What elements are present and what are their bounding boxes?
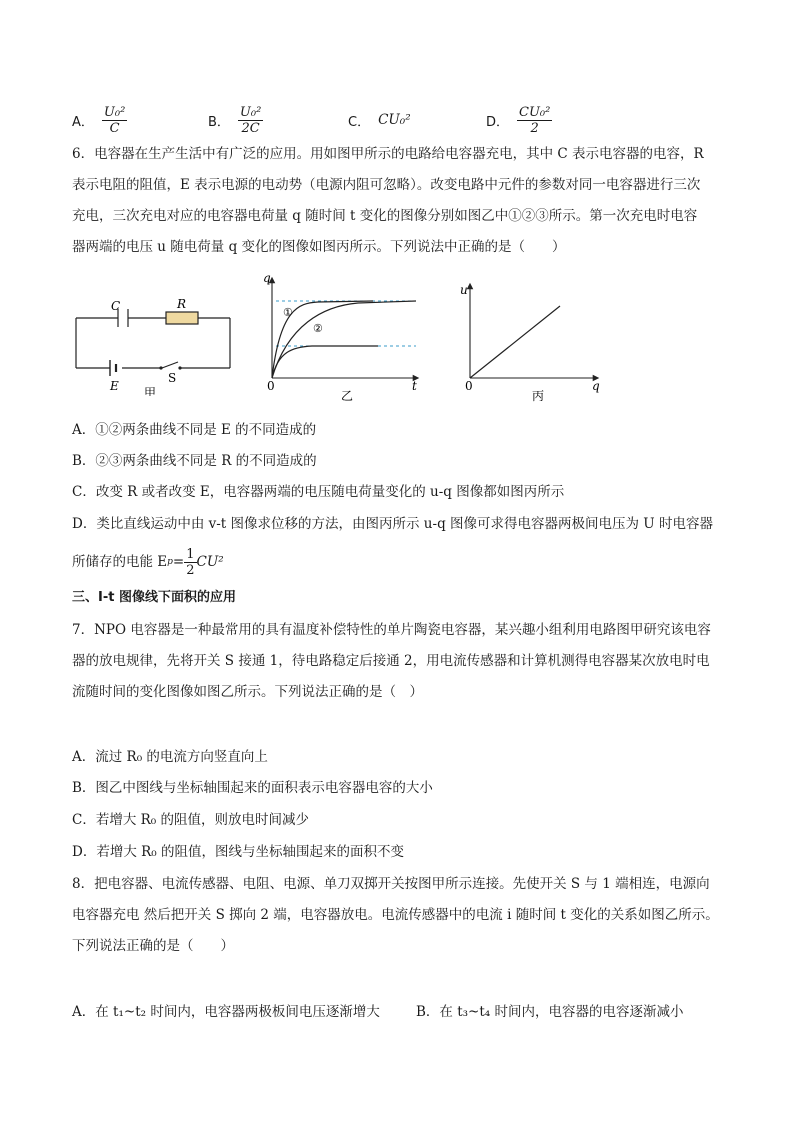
origin: 0: [465, 379, 473, 393]
energy-subscript: p: [167, 557, 173, 567]
q6-option-d: D．类比直线运动中由 v-t 图像求位移的方法，由图丙所示 u-q 图像可求得电容器两极间电压为 U 时电容器: [72, 516, 713, 532]
origin: 0: [267, 379, 275, 393]
caption-jia: 甲: [144, 386, 157, 396]
energy-text: 所储存的电能 E: [72, 554, 168, 570]
caption-bing: 丙: [532, 389, 545, 402]
option-letter: D．: [486, 114, 510, 130]
label-c: C: [111, 299, 121, 313]
q6-option-d-cont: [72, 545, 224, 579]
numerator: U₀²: [103, 104, 126, 120]
fraction: [517, 105, 552, 136]
caption-yi: 乙: [341, 389, 354, 402]
q6-option-b: B．②③两条曲线不同是 R 的不同造成的: [72, 453, 317, 469]
q8-stem-line-1: 8．把电容器、电流传感器、电阻、电源、单刀双掷开关按图甲所示连接。先使开关 S 与 1 端相连，电源向: [72, 876, 710, 892]
fraction: [102, 105, 127, 136]
q7-stem-line-3: 流随时间的变化图像如图乙所示。下列说法正确的是（ ）: [72, 684, 423, 700]
q8-option-a: A．在 t₁~t₂ 时间内，电容器两极板间电压逐渐增大: [72, 1004, 380, 1020]
axis-q: q: [263, 271, 271, 285]
axis-t: t: [412, 379, 417, 393]
numerator: 1: [186, 546, 195, 562]
q6-stem-line-1: 6．电容器在生产生活中有广泛的应用。用如图甲所示的电路给电容器充电，其中 C 表示电容器的电容，R: [72, 146, 704, 162]
q5-options: [72, 100, 722, 140]
denominator: C: [109, 120, 120, 136]
q7-option-c: C．若增大 R₀ 的阻值，则放电时间减少: [72, 812, 309, 828]
numerator: U₀²: [239, 104, 262, 120]
q8-stem-line-2: 电容器充电 然后把开关 S 掷向 2 端，电容器放电。电流传感器中的电流 i 随时间 t 变化的关系如图乙所示。: [72, 907, 719, 923]
axis-q: q: [592, 379, 600, 393]
option-letter: C．: [348, 114, 371, 130]
curve-3: [272, 346, 378, 378]
q6-stem-line-2: 表示电阻的阻值，E 表示电源的电动势（电源内阻可忽略）。改变电路中元件的参数对同一电容器进行三次: [72, 177, 701, 193]
figure-yi-q-t-graph: [258, 270, 428, 402]
equals-sign: =: [172, 554, 185, 570]
u-q-line: [470, 306, 560, 378]
numerator: CU₀²: [519, 104, 551, 120]
denominator: 2C: [241, 120, 260, 136]
energy-expression: CU²: [196, 554, 224, 570]
q8-option-b: B．在 t₃~t₄ 时间内，电容器的电容逐渐减小: [416, 1004, 684, 1020]
label-s: S: [168, 371, 177, 385]
option-expression: CU₀²: [378, 112, 411, 128]
q5-option-d: [486, 100, 552, 140]
q7-option-a: A．流过 R₀ 的电流方向竖直向上: [72, 749, 268, 765]
denominator: 2: [186, 562, 195, 578]
resistor-symbol: [166, 312, 198, 324]
curve-2: [272, 301, 416, 378]
q6-option-c: C．改变 R 或者改变 E，电容器两端的电压随电荷量变化的 u-q 图像都如图丙所示: [72, 484, 565, 500]
q7-stem-line-1: 7．NPO 电容器是一种最常用的具有温度补偿特性的单片陶瓷电容器，某兴趣小组利用电路图甲研究该电容: [72, 622, 711, 638]
q6-option-a: A．①②两条曲线不同是 E 的不同造成的: [72, 422, 317, 438]
q7-stem-line-2: 器的放电规律，先将开关 S 接通 1，待电路稳定后接通 2，用电流传感器和计算机测得电容器某次放电时电: [72, 653, 710, 669]
curve-2-label: ②: [313, 322, 323, 335]
label-r: R: [177, 297, 187, 311]
q5-option-c: [348, 100, 411, 140]
option-letter: B．: [208, 114, 230, 130]
denominator: 2: [530, 120, 539, 136]
fraction: [238, 105, 263, 136]
label-e: E: [110, 379, 119, 393]
curve-1-label: ①: [283, 306, 293, 319]
section-heading: 三、I-t 图像线下面积的应用: [72, 590, 236, 605]
q6-stem-line-4: 器两端的电压 u 随电荷量 q 变化的图像如图丙所示。下列说法中正确的是（ ）: [72, 239, 566, 255]
q7-option-d: D．若增大 R₀ 的阻值，图线与坐标轴围起来的面积不变: [72, 844, 404, 860]
q5-option-a: [72, 100, 127, 140]
option-letter: A．: [72, 114, 94, 130]
q5-option-b: [208, 100, 263, 140]
q6-stem-line-3: 充电，三次充电对应的电容器电荷量 q 随时间 t 变化的图像分别如图乙中①②③所示。第一次充电时电容: [72, 208, 698, 224]
axis-u: u: [460, 283, 468, 297]
q8-stem-line-3: 下列说法正确的是（ ）: [72, 938, 234, 954]
q7-option-b: B．图乙中图线与坐标轴围起来的面积表示电容器电容的大小: [72, 780, 433, 796]
half-fraction: [184, 547, 196, 578]
figure-bing-u-q-graph: [456, 282, 606, 402]
figure-jia-circuit: [70, 296, 240, 396]
